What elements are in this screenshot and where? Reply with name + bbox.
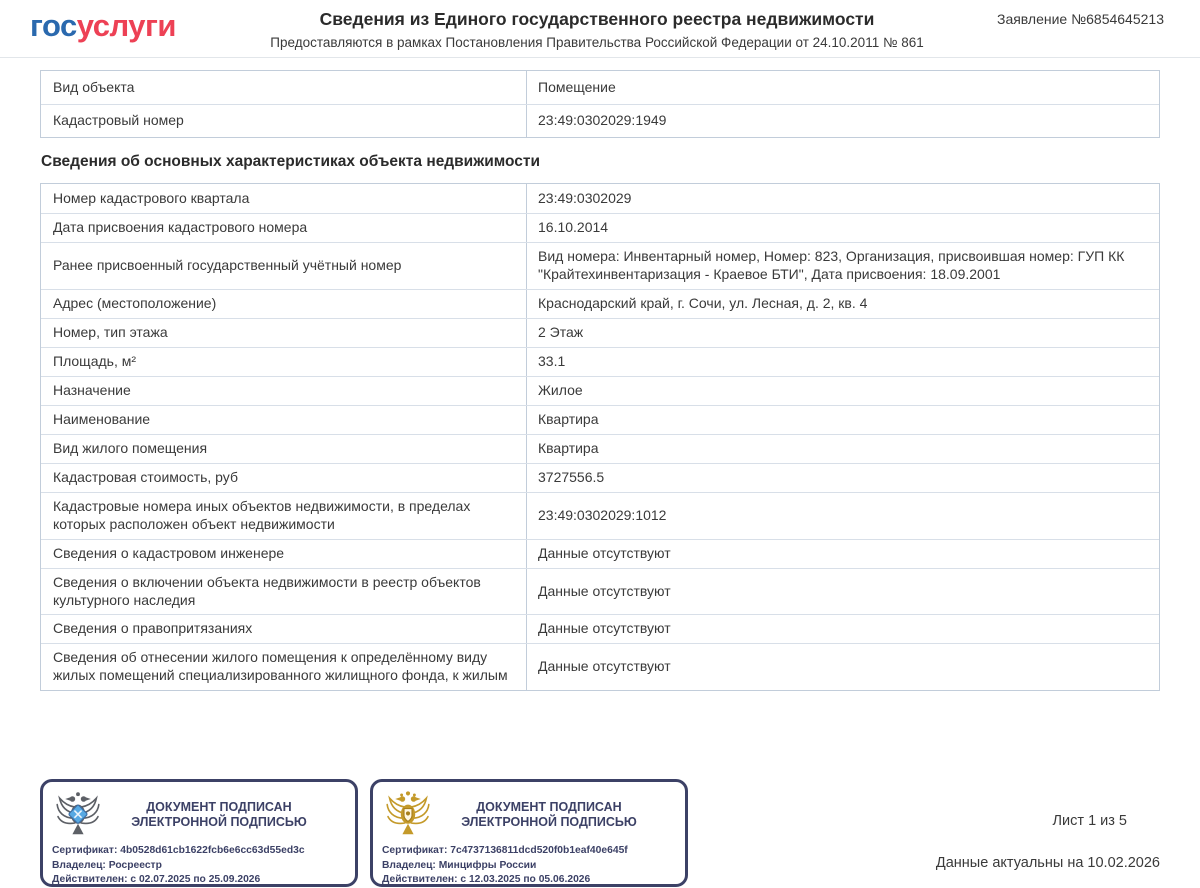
table-row <box>41 318 1159 347</box>
rosreestr-emblem-icon <box>54 788 102 842</box>
stamp-top <box>382 788 676 842</box>
row-value: 33.1 <box>526 348 1159 376</box>
row-label: Адрес (местоположение) <box>53 294 217 311</box>
table-row <box>41 347 1159 376</box>
row-label: Дата присвоения кадастрового номера <box>53 219 308 236</box>
row-value: Жилое <box>526 377 1159 405</box>
page-indicator: Лист 1 из 5 <box>1052 813 1127 830</box>
table-row <box>41 242 1159 289</box>
table-row <box>41 71 1159 104</box>
row-value: 23:49:0302029:1012 <box>526 493 1159 539</box>
row-label: Сведения о правопритязаниях <box>53 620 253 637</box>
logo-text-gos: гос <box>30 8 77 43</box>
row-label: Наименование <box>53 410 151 427</box>
table-row <box>41 539 1159 568</box>
row-value: Вид номера: Инвентарный номер, Номер: 823, Организация, присвоившая номер: ГУП КК "Крайтехинвентаризация - Краевое БТИ", Дата присвоения: 18.09.2001 <box>526 243 1159 289</box>
row-value: Квартира <box>526 406 1159 434</box>
page-title: Сведения из Единого государственного реестра недвижимости <box>319 9 875 29</box>
table-row <box>41 614 1159 643</box>
stamp-details <box>52 844 346 888</box>
characteristics-table <box>40 183 1160 691</box>
row-value: 3727556.5 <box>526 464 1159 492</box>
row-value: 23:49:0302029:1949 <box>526 105 1159 137</box>
row-label: Сведения о кадастровом инженере <box>53 544 285 561</box>
russia-coat-of-arms-icon <box>384 788 432 842</box>
row-label: Номер, тип этажа <box>53 323 168 340</box>
document-body <box>0 70 1200 887</box>
stamp-certificate: Сертификат: 4b0528d61cb1622fcb6e6cc63d55ed3c <box>52 845 305 857</box>
row-label: Кадастровый номер <box>53 112 184 129</box>
row-value: Данные отсутствуют <box>526 615 1159 643</box>
table-row <box>41 463 1159 492</box>
stamp-validity: Действителен: с 02.07.2025 по 25.09.2026 <box>52 874 261 886</box>
row-label: Сведения о включении объекта недвижимости в реестр объектов культурного наследия <box>53 573 481 608</box>
stamp-details <box>382 844 676 888</box>
table-row <box>41 643 1159 690</box>
stamp-owner: Владелец: Минцифры России <box>382 859 537 871</box>
table-row <box>41 104 1159 137</box>
row-value: Данные отсутствуют <box>526 569 1159 615</box>
signature-stamp-mintsifry <box>370 779 688 887</box>
row-value: Данные отсутствуют <box>526 644 1159 690</box>
stamp-title: ДОКУМЕНТ ПОДПИСАН ЭЛЕКТРОННОЙ ПОДПИСЬЮ <box>131 799 307 830</box>
stamp-top <box>52 788 346 842</box>
row-label: Вид жилого помещения <box>53 439 208 456</box>
row-label: Вид объекта <box>53 78 135 95</box>
header-title-block <box>230 0 964 50</box>
logo-text-uslugi: услуги <box>76 8 176 43</box>
header <box>0 0 1200 58</box>
row-label: Кадастровая стоимость, руб <box>53 468 238 485</box>
stamp-title: ДОКУМЕНТ ПОДПИСАН ЭЛЕКТРОННОЙ ПОДПИСЬЮ <box>461 799 637 830</box>
footer-right <box>936 779 1160 871</box>
table-row <box>41 568 1159 615</box>
signature-stamps <box>40 779 688 887</box>
row-label: Ранее присвоенный государственный учётный номер <box>53 256 402 273</box>
row-label: Назначение <box>53 381 131 398</box>
row-value: 23:49:0302029 <box>526 184 1159 213</box>
row-label: Номер кадастрового квартала <box>53 189 250 206</box>
row-value: 2 Этаж <box>526 319 1159 347</box>
object-summary-table <box>40 70 1160 138</box>
row-value: 16.10.2014 <box>526 214 1159 242</box>
row-value: Помещение <box>526 71 1159 104</box>
signature-stamp-rosreestr <box>40 779 358 887</box>
data-actuality: Данные актуальны на 10.02.2026 <box>935 855 1160 872</box>
bottom-section <box>40 779 1160 887</box>
table-row <box>41 213 1159 242</box>
table-row <box>41 405 1159 434</box>
table-row <box>41 492 1159 539</box>
row-value: Данные отсутствуют <box>526 540 1159 568</box>
row-label: Кадастровые номера иных объектов недвижимости, в пределах которых расположен объект недвижимости <box>53 497 471 532</box>
row-value: Квартира <box>526 435 1159 463</box>
table-row <box>41 434 1159 463</box>
table-row <box>41 376 1159 405</box>
table-row <box>41 289 1159 318</box>
stamp-validity: Действителен: с 12.03.2025 по 05.06.2026 <box>382 874 591 886</box>
gosuslugi-logo <box>30 0 230 44</box>
table-row <box>41 184 1159 213</box>
row-value: Краснодарский край, г. Сочи, ул. Лесная, д. 2, кв. 4 <box>526 290 1159 318</box>
row-label: Сведения об отнесении жилого помещения к определённому виду жилых помещений специализированного жилищного фонда, к жилым <box>53 649 508 684</box>
application-number: Заявление №6854645213 <box>996 11 1164 27</box>
row-label: Площадь, м² <box>53 352 137 369</box>
stamp-owner: Владелец: Росреестр <box>52 859 162 871</box>
page-subtitle: Предоставляются в рамках Постановления Правительства Российской Федерации от 24.10.2011 № 861 <box>270 35 924 50</box>
stamp-certificate: Сертификат: 7c4737136811dcd520f0b1eaf40e645f <box>382 845 628 857</box>
section-title: Сведения об основных характеристиках объекта недвижимости <box>41 153 540 170</box>
